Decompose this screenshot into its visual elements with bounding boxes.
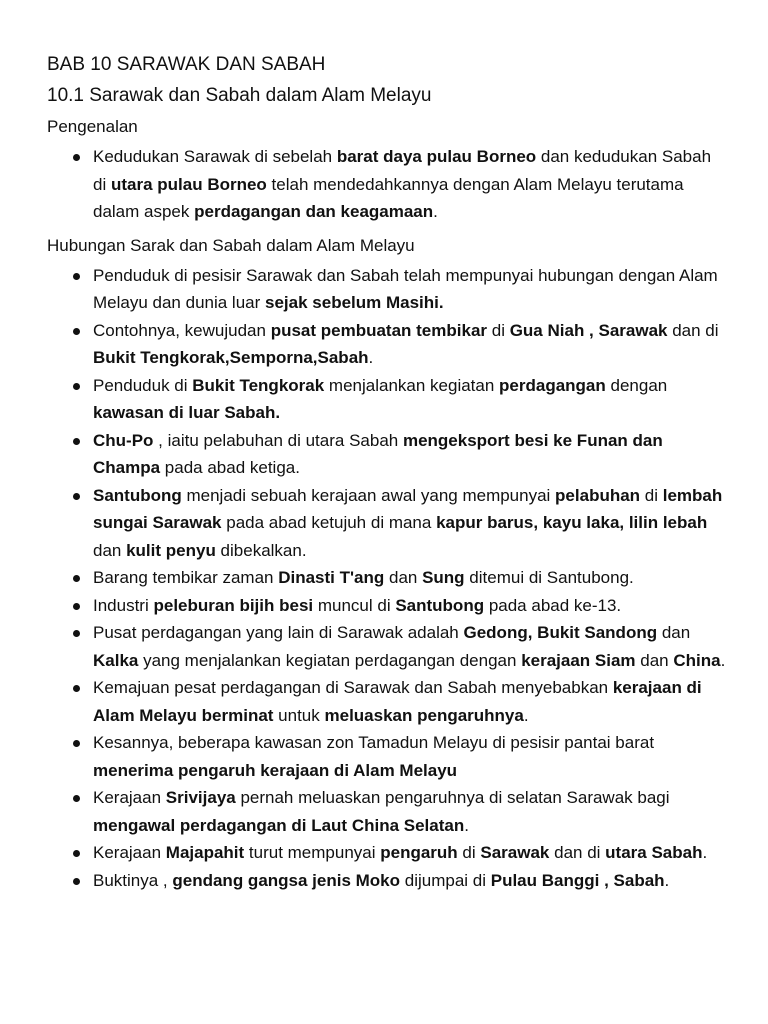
text-run: di	[487, 320, 510, 340]
bold-text: kulit penyu	[126, 540, 216, 560]
bold-text: mengawal perdagangan di Laut China Selatan	[93, 815, 465, 835]
text-run: menjadi sebuah kerajaan awal yang mempunyai	[181, 485, 556, 505]
bold-text: pelabuhan	[555, 485, 641, 505]
text-run: , iaitu pelabuhan di utara Sabah	[153, 430, 403, 450]
text-run: dengan	[605, 375, 668, 395]
text-run: Barang tembikar zaman	[93, 568, 279, 587]
text-run: pada abad ketujuh di mana	[221, 513, 437, 532]
bold-text: Majapahit	[165, 843, 245, 862]
bold-text: meluaskan pengaruhnya	[324, 705, 524, 725]
bold-text: perdagangan	[499, 375, 606, 395]
bullet-icon	[73, 850, 80, 857]
text-run: .	[720, 650, 726, 670]
text-run: dan di	[549, 843, 606, 862]
bold-text: Kalka	[93, 650, 139, 670]
bold-text: Srivijaya	[165, 788, 236, 807]
text-run: .	[523, 705, 529, 725]
text-run: untuk	[273, 705, 325, 725]
bold-text: Sung	[422, 568, 465, 587]
text-run: .	[368, 348, 374, 367]
bold-text: sejak sebelum Masihi.	[265, 293, 444, 312]
text-run: .	[464, 815, 469, 835]
bullet-item	[47, 839, 728, 867]
bullet-item	[47, 867, 728, 895]
bullet-item	[47, 143, 728, 226]
bullet-icon	[73, 740, 80, 747]
bullet-icon	[73, 383, 80, 390]
bold-text: Santubong	[395, 595, 485, 615]
document-body	[47, 113, 728, 894]
bullet-icon	[73, 273, 80, 280]
bullet-icon	[73, 685, 80, 692]
bold-text: lembah sungai Sarawak	[93, 485, 723, 532]
text-run: menjalankan kegiatan	[324, 375, 500, 395]
bullet-icon	[73, 630, 80, 637]
text-run: di	[457, 843, 481, 862]
bold-text: Pulau Banggi , Sabah	[490, 870, 665, 890]
bullet-list	[47, 262, 728, 895]
bullet-icon	[73, 575, 80, 582]
bold-text: Dinasti T'ang	[278, 568, 385, 587]
text-run: dan	[93, 540, 127, 560]
bullet-item	[47, 619, 728, 674]
bullet-icon	[73, 438, 80, 445]
bold-text: China	[673, 650, 721, 670]
bullet-item	[47, 372, 728, 427]
bold-text: pengaruh	[380, 843, 458, 862]
bold-text: gendang gangsa jenis Moko	[172, 870, 401, 890]
text-run: dan	[384, 568, 423, 587]
bullet-item	[47, 729, 728, 784]
bold-text: kerajaan di Alam Melayu berminat	[93, 678, 702, 725]
bold-text: perdagangan dan keagamaan	[194, 202, 434, 221]
bullet-icon	[73, 154, 80, 161]
text-run: dan kedudukan Sabah di	[93, 147, 712, 194]
bullet-item	[47, 482, 728, 565]
bullet-icon	[73, 493, 80, 500]
text-run: dijumpai di	[400, 870, 491, 890]
text-run: dibekalkan.	[215, 540, 307, 560]
bold-text: Chu-Po	[93, 430, 154, 450]
bullet-icon	[73, 878, 80, 885]
text-run: yang menjalankan kegiatan perdagangan dengan	[138, 650, 522, 670]
text-run: telah mendedahkannya dengan Alam Melayu terutama dalam aspek	[93, 174, 684, 221]
text-run: Kerajaan	[93, 788, 166, 807]
bold-text: peleburan bijih besi	[153, 595, 314, 615]
bold-text: Bukit Tengkorak,Semporna,Sabah	[93, 348, 369, 367]
text-run: di	[640, 485, 663, 505]
text-run: dan di	[667, 320, 719, 340]
text-run: pada abad ketiga.	[160, 458, 300, 477]
text-run: .	[433, 202, 438, 221]
bullet-icon	[73, 328, 80, 335]
bold-text: Gua Niah , Sarawak	[509, 320, 668, 340]
text-run: Pusat perdagangan yang lain di Sarawak adalah	[93, 623, 464, 642]
text-run: Contohnya, kewujudan	[93, 320, 271, 340]
bullet-item	[47, 262, 728, 317]
bullet-item	[47, 317, 728, 372]
text-run: pada abad ke-13.	[484, 595, 622, 615]
section-title: 10.1 Sarawak dan Sabah dalam Alam Melayu	[47, 85, 432, 106]
text-run: .	[702, 843, 708, 862]
bullet-item	[47, 674, 728, 729]
bold-text: Sarawak	[480, 843, 550, 862]
text-run: dan	[635, 650, 674, 670]
section-heading: Pengenalan	[47, 117, 138, 136]
bullet-icon	[73, 603, 80, 610]
bullet-icon	[73, 795, 80, 802]
text-run: Penduduk di pesisir Sarawak dan Sabah telah mempunyai hubungan dengan Alam Melayu dan dunia luar	[93, 265, 718, 312]
text-run: Buktinya ,	[93, 870, 173, 890]
text-run: Kesannya, beberapa kawasan zon Tamadun Melayu di pesisir pantai barat	[93, 733, 655, 752]
bold-text: kapur barus, kayu laka, lilin lebah	[436, 513, 708, 532]
text-run: Kerajaan	[93, 843, 166, 862]
bold-text: menerima pengaruh kerajaan di Alam Melayu	[93, 760, 458, 780]
chapter-title: BAB 10 SARAWAK DAN SABAH	[47, 54, 326, 75]
bold-text: pusat pembuatan tembikar	[270, 320, 488, 340]
bold-text: barat daya pulau Borneo	[336, 147, 537, 166]
text-run: turut mempunyai	[244, 843, 381, 862]
text-run: Kedudukan Sarawak di sebelah	[93, 147, 337, 166]
bullet-item	[47, 427, 728, 482]
text-run: pernah meluaskan pengaruhnya di selatan Sarawak bagi	[235, 788, 670, 807]
bullet-item	[47, 784, 728, 839]
bullet-list	[47, 143, 728, 226]
bold-text: utara Sabah	[605, 843, 703, 862]
text-run: Penduduk di	[93, 375, 193, 395]
bullet-item	[47, 592, 728, 620]
bold-text: utara pulau Borneo	[110, 174, 267, 194]
text-run: muncul di	[313, 595, 396, 615]
text-run: .	[664, 870, 670, 890]
bullet-item	[47, 564, 728, 592]
text-run: dan	[657, 623, 691, 642]
bold-text: kawasan di luar Sabah.	[93, 403, 281, 422]
bold-text: Bukit Tengkorak	[192, 375, 325, 395]
bold-text: Santubong	[93, 485, 182, 505]
text-run: ditemui di Santubong.	[464, 568, 634, 587]
text-run: Industri	[93, 595, 154, 615]
bold-text: mengeksport besi ke Funan dan Champa	[93, 430, 663, 477]
bold-text: kerajaan Siam	[521, 650, 636, 670]
bold-text: Gedong, Bukit Sandong	[463, 623, 658, 642]
section-heading: Hubungan Sarak dan Sabah dalam Alam Melayu	[47, 235, 415, 255]
text-run: Kemajuan pesat perdagangan di Sarawak dan Sabah menyebabkan	[93, 678, 613, 697]
